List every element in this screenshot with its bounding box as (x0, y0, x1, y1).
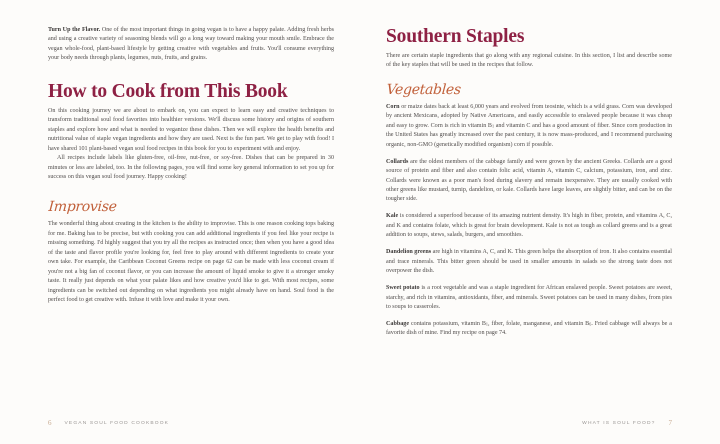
staple-entry-sweet-potato (386, 284, 672, 312)
staple-term-dandelion-greens: Dandelion greens (386, 249, 432, 256)
staple-text-dandelion-greens: are high in vitamins A, C, and K. This green helps the absorption of iron. It also contains essential and trace minerals. This bitter green should be used in smaller amounts in salads so the strong taste does not overpower the dish. (386, 249, 672, 275)
how-to-cook-paragraph-2: All recipes include labels like gluten-free, oil-free, nut-free, or soy-free. Dishes that can be prepared in 30 minutes or less are labeled, too. In the following pages, you will find some key general information to set you up for success on this vegan soul food journey. Happy cooking! (48, 155, 334, 180)
spacer (386, 71, 672, 82)
running-head-right: WHAT IS SOUL FOOD? (582, 420, 656, 426)
staple-text-corn-a: or maize dates back at least 6,000 years and evolved from teosinte, which is a wild grass. Corn was developed by ancient Mexicans, adopted by Native Americans, and easily accessible to enslaved people because it was cheap and easy to grow. Corn is rich in vitamin B (386, 103, 672, 129)
staple-term-kale: Kale (386, 213, 399, 220)
turn-up-the-flavor-paragraph (48, 26, 334, 64)
heading-vegetables: Vegetables (386, 81, 462, 98)
spacer (48, 182, 334, 199)
staple-term-sweet-potato: Sweet potato (386, 285, 420, 292)
heading-southern-staples: Southern Staples (386, 26, 525, 47)
page-number-right: 7 (668, 419, 672, 427)
staple-entry-list (386, 103, 672, 339)
staple-entry-cabbage (386, 320, 672, 339)
heading-improvise: Improvise (48, 199, 118, 216)
footer-right (582, 419, 672, 427)
staple-entry-dandelion-greens (386, 248, 672, 276)
staple-text-collards: are the oldest members of the cabbage family and were grown by the ancient Greeks. Collards are a good source of protein and fiber and also contain folic acid, vitamin A, vitamin C, calcium, potassium, iron, and zinc. Collards were known as a poor man's food during slavery and remain inexpensive. They are usually cooked with other greens like mustard, turnip, dandelion, or kale. Collards have large leaves, are slightly bitter, and can be on the tougher side. (386, 158, 672, 203)
page-right (360, 0, 720, 444)
footer-left (48, 419, 169, 427)
running-head-left: VEGAN SOUL FOOD COOKBOOK (64, 420, 170, 426)
staple-text-kale: is considered a superfood because of its amazing nutrient density. It's high in fiber, protein, and vitamins A, C, and K and contains folate, which is great for brain development. Kale is not as tough as collard greens and is a great addition to soups, stews, salads, burgers, and smoothies. (386, 213, 672, 239)
improvise-paragraph: The wonderful thing about creating in the kitchen is the ability to improvise. This is one reason cooking tops baking for me. Baking has to be precise, but with cooking you can add additional ingredients if you feel like your recipe is missing something. I'd highly suggest that you try all the recipes as instructed once; then when you have a good idea of the taste and flavor profile you're looking for, feel free to play around with different ingredients to create your own take. For example, the Caribbean Coconut Greens recipe on page 62 can be made with less coconut cream if you're not a big fan of coconut flavor, or you can increase the amount of liquid smoke to give it a stronger smoky taste. It really just depends on what your palate likes and how creative you'd like to get. With most recipes, some ingredients can be switched out depending on what ingredients you might already have on hand. Soul food is the perfect food to get creative with. Infuse it with love and make it your own. (48, 221, 334, 304)
staple-text-cabbage-a: contains potassium, vitamin B (409, 321, 486, 328)
how-to-cook-paragraph-1: On this cooking journey we are about to embark on, you can expect to learn easy and creative techniques to transform traditional soul food favorites into healthier versions. We'll discuss some history and origins of southern staples and explore how and what is needed to veganize these dishes. Then we will explore the health benefits and nutritional value of staple vegan ingredients and how they are used. Next is the fun part. We get to play with food! I have shared 101 plant-based vegan soul food recipes in this book for you to experiment with and enjoy. (48, 107, 334, 152)
southern-staples-paragraph: There are certain staple ingredients that go along with any regional cuisine. In this section, I list and describe some of the key staples that will be used in the recipes that follow. (386, 53, 672, 69)
staple-entry-corn (386, 103, 672, 150)
turn-up-the-flavor-text: One of the most important things in going vegan is to have a happy palate. Adding fresh herbs and using a creative variety of seasoning blends will go a long way toward making your mouth smile. Embrace the vegan whole-food, plant-based lifestyle by getting creative with vegetables and fruits. You'll consume everything your body needs through plants, legumes, nuts, fruits, and grains. (48, 27, 334, 62)
staple-entry-collards (386, 158, 672, 205)
right-column-body (386, 26, 672, 339)
staple-entry-kale (386, 212, 672, 240)
subscript-cabbage-2: 6 (589, 321, 592, 327)
heading-how-to-cook-from-this-book: How to Cook from This Book (48, 80, 288, 102)
staple-text-cabbage-c: . Fried cabbage will always be a favorite dish of mine. Find my recipe on page 74. (386, 321, 672, 337)
staple-text-sweet-potato: is a root vegetable and was a staple ingredient for African enslaved people. Sweet potatoes are sweet, starchy, and rich in vitamins, antioxidants, fiber, and minerals. Sweet potatoes can be used in many dishes, from pies to soups to casseroles. (386, 285, 672, 311)
staple-text-corn-b: and vitamin C and has a good amount of fiber. Since corn production in the United States has greatly increased over the past century, it is now mass-produced, and I recommend purchasing organic, non-GMO (genetically modified organism) corn if possible. (386, 122, 672, 148)
left-column-body (48, 26, 334, 306)
staple-term-cabbage: Cabbage (386, 321, 410, 328)
subscript-corn: 1 (492, 123, 495, 129)
staple-term-corn: Corn (386, 103, 400, 110)
page-number-left: 6 (48, 419, 52, 427)
turn-up-the-flavor-lead: Turn Up the Flavor. (48, 27, 101, 33)
spacer (48, 64, 334, 81)
staple-term-collards: Collards (386, 158, 409, 165)
subscript-cabbage-1: 1 (485, 321, 488, 327)
staple-text-cabbage-b: , fiber, folate, manganese, and vitamin B (487, 321, 590, 328)
